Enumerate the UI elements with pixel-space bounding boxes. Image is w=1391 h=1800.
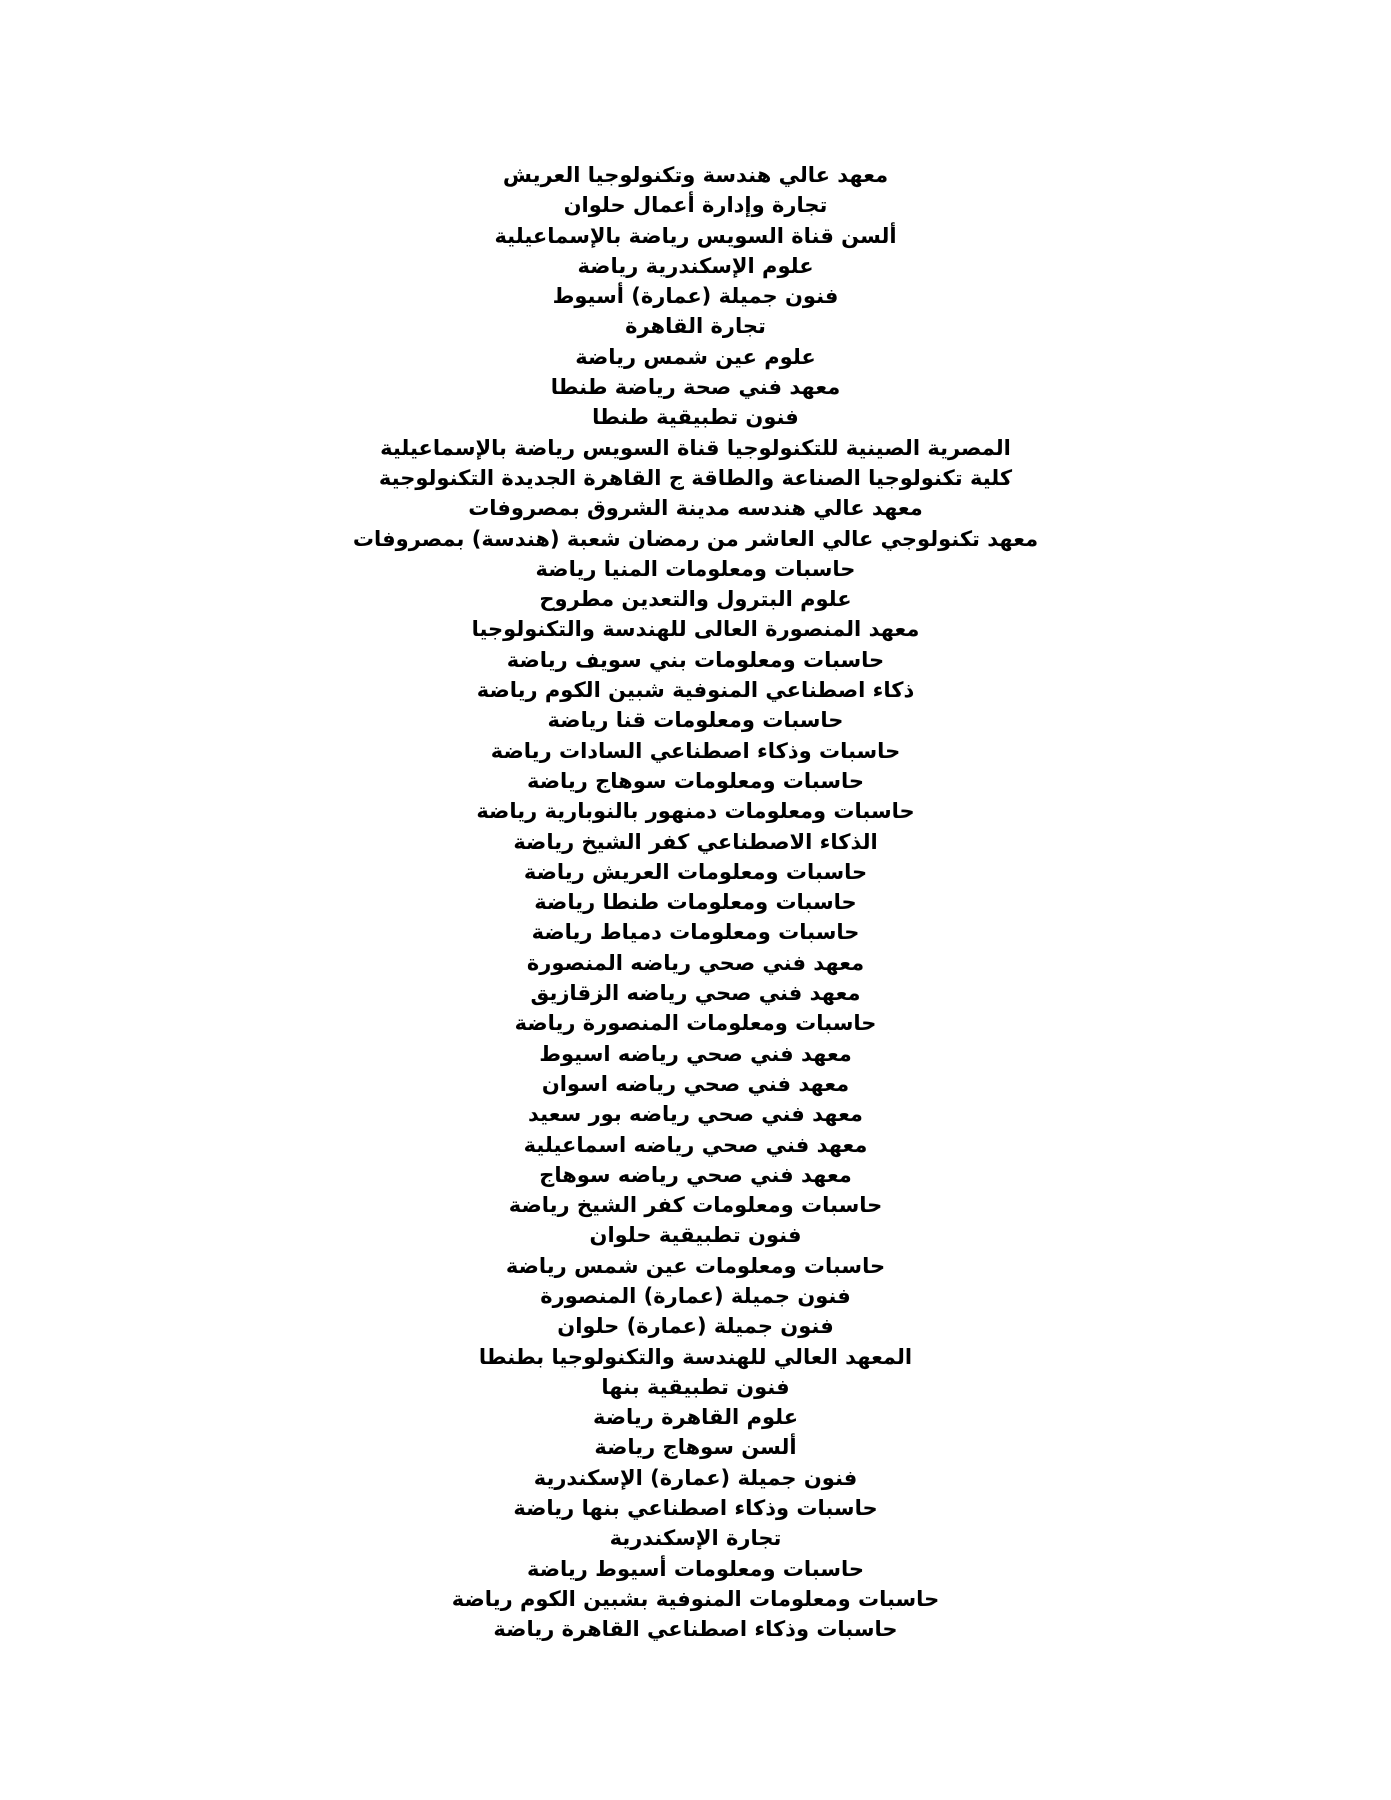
- institution-line: معهد تكنولوجي عالي العاشر من رمضان شعبة (هندسة) بمصروفات: [352, 526, 1039, 551]
- institution-line: حاسبات وذكاء اصطناعي بنها رياضة: [513, 1496, 878, 1521]
- institution-line: كلية تكنولوجيا الصناعة والطاقة ج القاهرة الجديدة التكنولوجية: [378, 465, 1013, 490]
- institution-line: الذكاء الاصطناعي كفر الشيخ رياضة: [513, 829, 878, 854]
- institution-line: حاسبات ومعلومات دمياط رياضة: [531, 920, 860, 945]
- institution-line: معهد فني صحي رياضه اسماعيلية: [523, 1132, 868, 1157]
- institution-line: حاسبات ومعلومات العريش رياضة: [523, 859, 868, 884]
- institution-line: فنون جميلة (عمارة) الإسكندرية: [533, 1465, 858, 1490]
- institution-line: حاسبات ومعلومات سوهاج رياضة: [526, 768, 865, 793]
- institution-line: علوم القاهرة رياضة: [592, 1405, 799, 1430]
- institution-line: حاسبات ومعلومات أسيوط رياضة: [526, 1556, 865, 1581]
- institution-line: فنون تطبيقية طنطا: [592, 405, 799, 430]
- institution-line: معهد فني صحي رياضه بور سعيد: [528, 1102, 863, 1127]
- institution-line: ألسن قناة السويس رياضة بالإسماعيلية: [494, 223, 897, 248]
- institution-line: معهد فني صحي رياضه سوهاج: [539, 1162, 852, 1187]
- institution-line: معهد المنصورة العالى للهندسة والتكنولوجيا: [471, 617, 920, 642]
- institution-line: ذكاء اصطناعي المنوفية شبين الكوم رياضة: [476, 678, 915, 703]
- institution-line: حاسبات ومعلومات قنا رياضة: [547, 708, 844, 733]
- institution-line: معهد فني صحي رياضه الزقازيق: [530, 981, 861, 1006]
- institution-line: فنون جميلة (عمارة) أسيوط: [552, 284, 839, 309]
- institution-line: حاسبات ومعلومات دمنهور بالنوبارية رياضة: [476, 799, 915, 824]
- institution-line: معهد فني صحي رياضه اسوان: [541, 1071, 850, 1096]
- institution-line: معهد فني صحة رياضة طنطا: [550, 375, 841, 400]
- institution-line: حاسبات ومعلومات المنصورة رياضة: [514, 1011, 877, 1036]
- institution-line: علوم عين شمس رياضة: [575, 344, 816, 369]
- institution-line: فنون تطبيقية حلوان: [589, 1223, 802, 1248]
- institution-line: فنون جميلة (عمارة) المنصورة: [540, 1283, 851, 1308]
- institution-line: علوم البترول والتعدين مطروح: [539, 587, 852, 612]
- institution-line: تجارة الإسكندرية: [609, 1526, 782, 1551]
- institution-line: المعهد العالي للهندسة والتكنولوجيا بطنطا: [478, 1344, 913, 1369]
- institution-line: تجارة القاهرة: [625, 314, 766, 339]
- institution-line: معهد عالي هندسه مدينة الشروق بمصروفات: [468, 496, 923, 521]
- institution-line: فنون تطبيقية بنها: [601, 1374, 790, 1399]
- institution-line: حاسبات ومعلومات بني سويف رياضة: [506, 647, 885, 672]
- institution-line: حاسبات ومعلومات عين شمس رياضة: [505, 1253, 886, 1278]
- institution-line: حاسبات ومعلومات المنوفية بشبين الكوم رياضة: [451, 1586, 940, 1611]
- institution-line: المصرية الصينية للتكنولوجيا قناة السويس رياضة بالإسماعيلية: [380, 435, 1011, 460]
- institution-line: حاسبات ومعلومات طنطا رياضة: [534, 890, 857, 915]
- institution-line: حاسبات وذكاء اصطناعي القاهرة رياضة: [493, 1617, 898, 1642]
- institution-line: حاسبات ومعلومات كفر الشيخ رياضة: [508, 1193, 883, 1218]
- institution-line: معهد فني صحي رياضه اسيوط: [539, 1041, 852, 1066]
- institution-line: حاسبات وذكاء اصطناعي السادات رياضة: [490, 738, 901, 763]
- institution-line: معهد فني صحي رياضه المنصورة: [526, 950, 865, 975]
- institution-line: معهد عالي هندسة وتكنولوجيا العريش: [502, 163, 889, 187]
- institution-list: [0, 160, 1391, 1645]
- institution-line: ألسن سوهاج رياضة: [594, 1435, 797, 1460]
- institution-line: حاسبات ومعلومات المنيا رياضة: [535, 556, 856, 581]
- institution-line: تجارة وإدارة أعمال حلوان: [563, 193, 828, 218]
- institution-line: علوم الإسكندرية رياضة: [577, 253, 814, 278]
- institution-line: فنون جميلة (عمارة) حلوان: [557, 1314, 834, 1339]
